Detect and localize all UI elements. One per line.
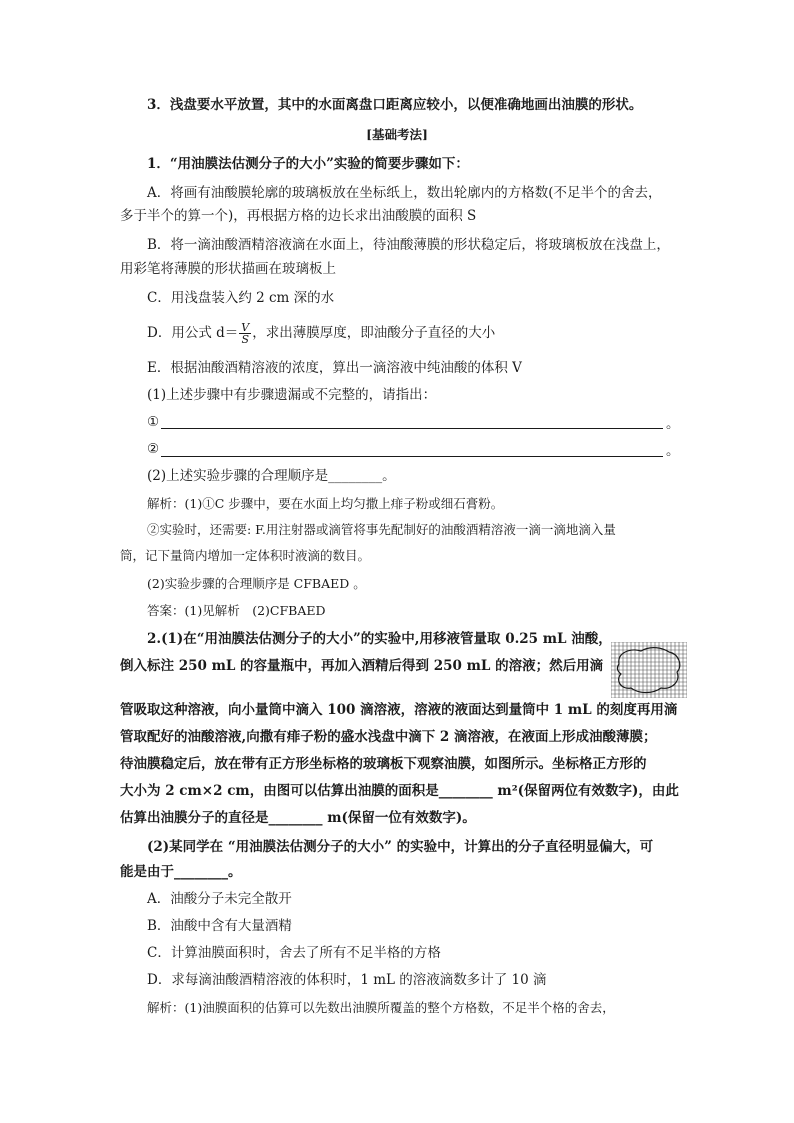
formula-fraction <box>239 322 251 345</box>
q2-line-6: 大小为 2 cm×2 cm，由图可以估算出油膜的面积是________ m²(保留两位有效数字)，由此 <box>120 783 679 799</box>
q1-subquestion-1: (1)上述步骤中有步骤遗漏或不完整的，请指出： <box>147 387 437 403</box>
q2-line-1: 2.(1)在“用油膜法估测分子的大小”的实验中,用移液管量取 0.25 mL 油酸， <box>147 631 612 647</box>
q1-option-a-line2: 多于半个的算一个)，再根据方格的边长求出油酸膜的面积 S <box>120 208 477 224</box>
q1-analysis-2: ②实验时，还需要: F.用注射器或滴管将事先配制好的油酸酒精溶液一滴一滴地滴入量 <box>147 522 616 537</box>
note-3: 3．浅盘要水平放置，其中的水面离盘口距离应较小，以便准确地画出油膜的形状。 <box>147 97 643 113</box>
blank-1-end: 。 <box>666 416 680 432</box>
answer-blank-2[interactable] <box>161 456 663 457</box>
q1-analysis-4: (2)实验步骤的合理顺序是 CFBAED 。 <box>147 576 366 591</box>
q1-option-e: E．根据油酸酒精溶液的浓度，算出一滴溶液中纯油酸的体积 V <box>147 360 522 376</box>
q2-line-4: 管取配好的油酸溶液,向撒有痱子粉的盛水浅盘中滴下 2 滴溶液，在液面上形成油酸薄膜； <box>120 729 657 745</box>
q1-analysis-3: 筒，记下量筒内增加一定体积时液滴的数目。 <box>120 548 371 563</box>
q1-option-d <box>147 316 707 350</box>
formula-numerator: V <box>241 321 250 334</box>
q1-subquestion-2: (2)上述实验步骤的合理顺序是________。 <box>147 468 396 484</box>
q1-option-c: C．用浅盘装入约 2 cm 深的水 <box>147 290 335 306</box>
q1-answer: 答案：(1)见解析 (2)CFBAED <box>147 603 326 618</box>
blank-2-label: ② <box>147 441 160 457</box>
q2-line-3: 管吸取这种溶液，向小量筒中滴入 100 滴溶液，溶液的液面达到量筒中 1 mL 的刻度再用滴 <box>120 702 678 718</box>
q1-option-b-line2: 用彩笔将薄膜的形状描画在玻璃板上 <box>120 261 336 277</box>
q2-line-2: 倒入标注 250 mL 的容量瓶中，再加入酒精后得到 250 mL 的溶液；然后用滴 <box>120 658 604 674</box>
q2-subquestion-2-line1: (2)某同学在 “用油膜法估测分子的大小” 的实验中，计算出的分子直径明显偏大，可 <box>147 839 654 855</box>
oil-film-grid-figure-icon <box>611 642 687 698</box>
formula-denominator: S <box>241 333 250 346</box>
q2-analysis: 解析：(1)油膜面积的估算可以先数出油膜所覆盖的整个方格数，不足半个格的舍去， <box>147 1000 615 1015</box>
q1-stem: 1．“用油膜法估测分子的大小”实验的简要步骤如下： <box>147 156 469 172</box>
answer-blank-1[interactable] <box>161 428 663 429</box>
q1-option-b-line1: B．将一滴油酸酒精溶液滴在水面上，待油酸薄膜的形状稳定后，将玻璃板放在浅盘上， <box>147 237 670 253</box>
q2-option-d: D．求每滴油酸酒精溶液的体积时，1 mL 的溶液滴数多计了 10 滴 <box>147 972 547 988</box>
q1-option-a-line1: A．将画有油酸膜轮廓的玻璃板放在坐标纸上，数出轮廓内的方格数(不足半个的舍去， <box>147 185 662 201</box>
section-heading: [基础考法] <box>366 127 428 142</box>
q2-option-a: A．油酸分子未完全散开 <box>147 891 292 907</box>
q2-subquestion-2-line2: 能是由于________。 <box>120 864 242 880</box>
q1-option-d-prefix: D．用公式 d＝ <box>147 325 239 341</box>
blank-2-end: 。 <box>666 443 680 459</box>
q2-line-5: 待油膜稳定后，放在带有正方形坐标格的玻璃板下观察油膜，如图所示。坐标格正方形的 <box>120 756 647 772</box>
q2-option-c: C．计算油膜面积时，舍去了所有不足半格的方格 <box>147 945 441 961</box>
q2-line-7: 估算出油膜分子的直径是________ m(保留一位有效数字)。 <box>120 810 476 826</box>
blank-1-label: ① <box>147 414 160 430</box>
q1-option-d-suffix: ，求出薄膜厚度，即油酸分子直径的大小 <box>252 325 496 341</box>
q1-analysis-1: 解析：(1)①C 步骤中，要在水面上均匀撒上痱子粉或细石膏粉。 <box>147 496 504 511</box>
q2-option-b: B．油酸中含有大量酒精 <box>147 918 292 934</box>
